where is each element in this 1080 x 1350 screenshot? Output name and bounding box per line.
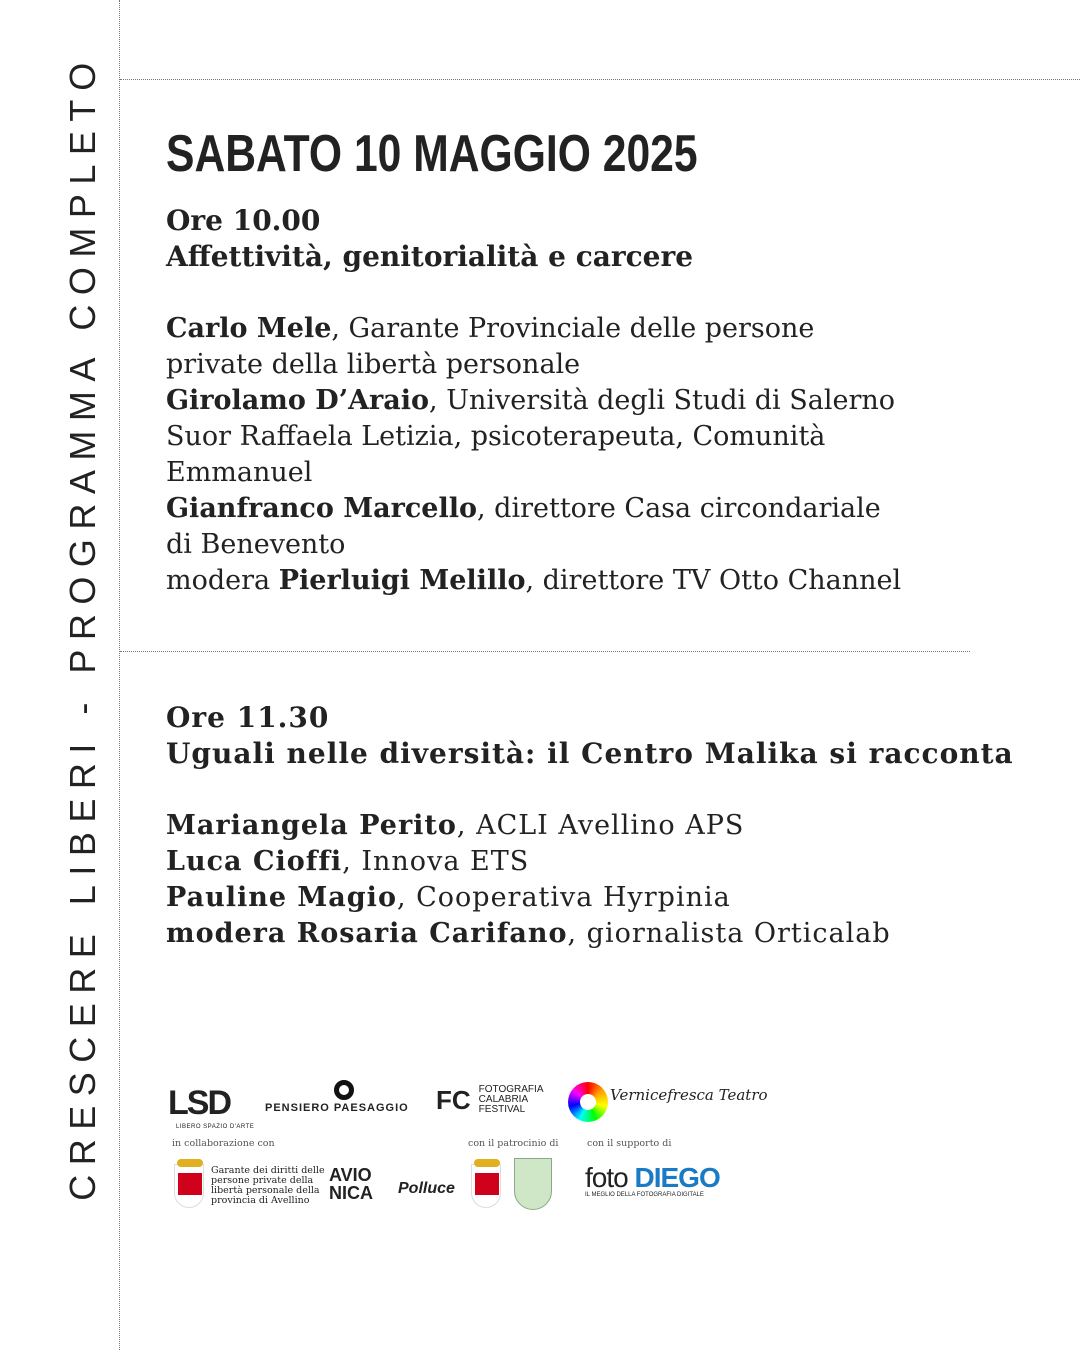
speaker-role: , Università degli Studi di Salerno bbox=[429, 385, 896, 416]
speaker-line bbox=[166, 527, 901, 563]
speaker-line bbox=[166, 916, 1014, 952]
speaker-line bbox=[166, 455, 901, 491]
polluce-logo: Polluce bbox=[398, 1180, 455, 1197]
speaker-role: , Cooperativa Hyrpinia bbox=[396, 882, 731, 913]
session-1 bbox=[166, 203, 901, 599]
speaker-role: , direttore TV Otto Channel bbox=[525, 565, 902, 596]
speaker-role: Suor Raffaela Letizia, psicoterapeuta, Comunità bbox=[166, 421, 826, 452]
speaker-role: , ACLI Avellino APS bbox=[456, 810, 745, 841]
speaker-role: , direttore Casa circondariale bbox=[477, 493, 881, 524]
speaker-line bbox=[166, 844, 1014, 880]
date-title: SABATO 10 MAGGIO 2025 bbox=[166, 125, 698, 183]
fotografia-calabria-logo: FC FOTOGRAFIA CALABRIA FESTIVAL bbox=[436, 1084, 544, 1115]
speaker-line bbox=[166, 491, 901, 527]
supporto-label: con il supporto di bbox=[587, 1138, 672, 1149]
session-time: Ore 11.30 bbox=[166, 701, 330, 734]
prefix: modera bbox=[166, 565, 279, 596]
city-crest-icon bbox=[514, 1158, 552, 1210]
speaker-name: modera Rosaria Carifano bbox=[166, 918, 568, 949]
speaker-role: , Garante Provinciale delle persone bbox=[331, 313, 815, 344]
fotodiego-logo: foto DIEGO IL MEGLIO DELLA FOTOGRAFIA DIGITALE bbox=[585, 1162, 720, 1198]
session-2 bbox=[166, 700, 1014, 952]
speaker-line bbox=[166, 311, 901, 347]
collab-label: in collaborazione con bbox=[172, 1138, 275, 1149]
speaker-line bbox=[166, 808, 1014, 844]
sponsor-logos bbox=[166, 1080, 768, 1220]
session-time: Ore 10.00 bbox=[166, 204, 321, 237]
speaker-name: Luca Cioffi bbox=[166, 846, 343, 877]
speaker-name: Pierluigi Melillo bbox=[278, 565, 526, 596]
speaker-name: Carlo Mele bbox=[166, 313, 332, 344]
speaker-role: private della libertà personale bbox=[166, 349, 581, 380]
session-topic: Uguali nelle diversità: il Centro Malika si racconta bbox=[166, 737, 1014, 770]
speaker-role: Emmanuel bbox=[166, 457, 313, 488]
province-crest-icon bbox=[471, 1164, 501, 1208]
session-topic: Affettività, genitorialità e carcere bbox=[166, 240, 694, 273]
pensiero-paesaggio-logo: PENSIERO PAESAGGIO bbox=[265, 1102, 409, 1114]
speaker-line bbox=[166, 563, 901, 599]
vernicefresca-logo: Vernicefresca Teatro bbox=[610, 1086, 768, 1104]
color-wheel-icon bbox=[568, 1082, 608, 1122]
speaker-name: Pauline Magio bbox=[166, 882, 397, 913]
side-title: CRESCERE LIBERI - PROGRAMMA COMPLETO bbox=[62, 53, 103, 1201]
speaker-role: di Benevento bbox=[166, 529, 346, 560]
avionica-logo: AVIO NICA bbox=[329, 1165, 373, 1203]
speaker-line bbox=[166, 419, 901, 455]
speaker-line bbox=[166, 880, 1014, 916]
vertical-divider bbox=[119, 0, 120, 1350]
speaker-line bbox=[166, 347, 901, 383]
session-divider bbox=[120, 651, 970, 652]
top-divider bbox=[120, 79, 1080, 80]
lsd-logo: LSD LIBERO SPAZIO D'ARTE bbox=[168, 1084, 255, 1130]
patrocinio-label: con il patrocinio di bbox=[468, 1138, 559, 1149]
speaker-name: Mariangela Perito bbox=[166, 810, 457, 841]
garante-logo: Garante dei diritti delle persone private della libertà personale della provincia di Avellino bbox=[211, 1165, 325, 1206]
speaker-name: Gianfranco Marcello bbox=[166, 493, 478, 524]
province-crest-icon bbox=[174, 1164, 204, 1208]
pensiero-paesaggio-icon bbox=[334, 1080, 354, 1100]
speaker-role: , Innova ETS bbox=[342, 846, 530, 877]
speaker-name: Girolamo D’Araio bbox=[166, 385, 430, 416]
speaker-line bbox=[166, 383, 901, 419]
speaker-role: , giornalista Orticalab bbox=[567, 918, 891, 949]
